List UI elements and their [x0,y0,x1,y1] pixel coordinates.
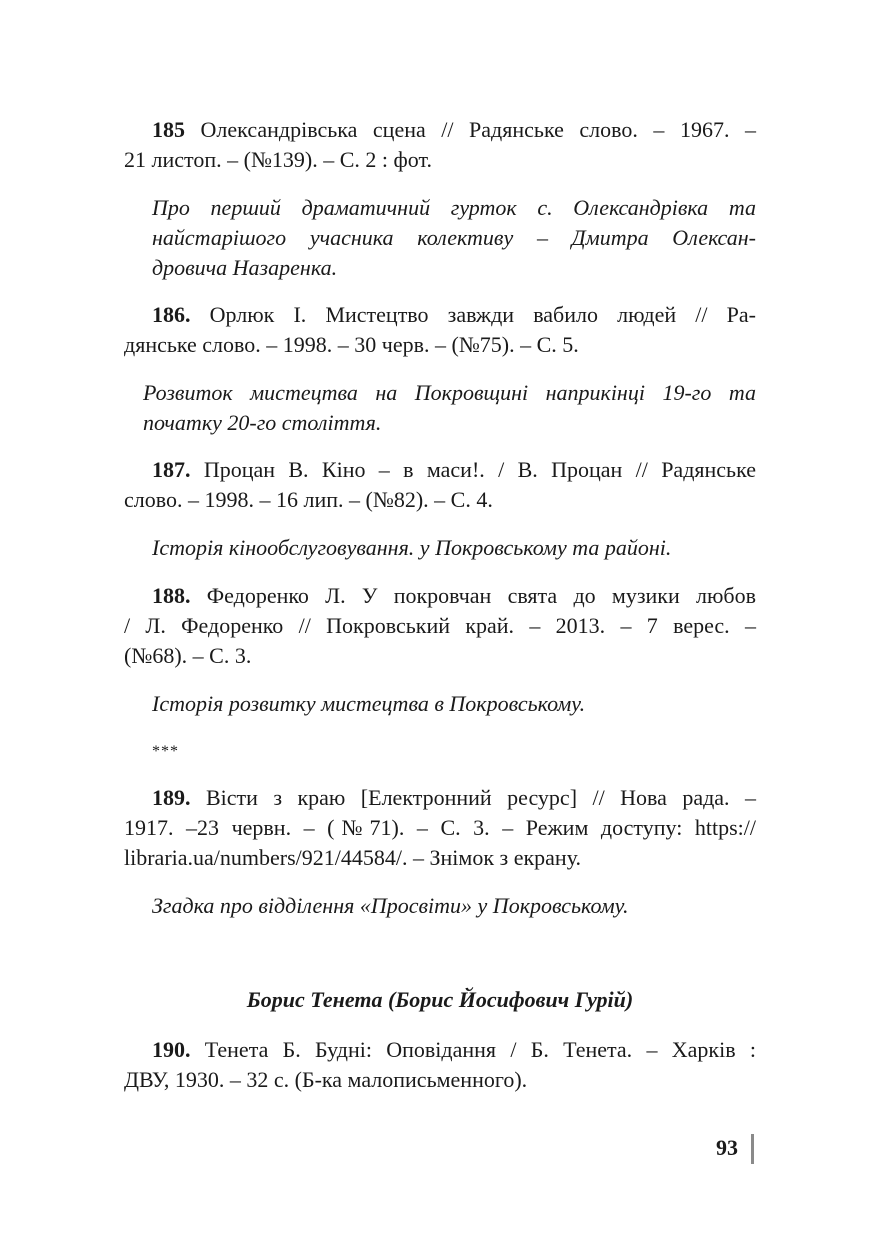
entry-text: Орлюк І. Мистецтво завжди вабило людей // Ра- [209,302,756,327]
entry-text: Тенета Б. Будні: Оповідання / Б. Тенета. – Харків : [204,1037,757,1062]
entry-text: Олександрівська сцена // Радянське слово. – 1967. – [200,117,756,142]
entry-186-annotation-line-1: Розвиток мистецтва на Покровщині наприкінці 19-го та [143,380,756,405]
entry-number: 186. [152,302,191,327]
entry-185-annotation-line-3: дровича Назаренка. [152,255,338,280]
entry-number: 190. [152,1037,191,1062]
entry-text: Вісти з краю [Електронний ресурс] // Нова рада. – [205,785,756,810]
entry-186-line-2: дянське слово. – 1998. – 30 черв. – (№75). – С. 5. [124,332,579,357]
entry-186-line-1 [152,299,756,330]
entry-186-annotation-line-2: початку 20-го століття. [143,410,382,435]
entry-number: 188. [152,583,191,608]
entry-185-annotation-line-1: Про перший драматичний гурток с. Олександрівка та [152,195,756,220]
entry-187-line-1 [152,454,756,485]
entry-188-line-3: (№68). – С. 3. [124,643,252,668]
entry-187-line-2: слово. – 1998. – 16 лип. – (№82). – С. 4. [124,487,493,512]
entry-188-annotation-line-1: Історія розвитку мистецтва в Покровському. [152,691,586,716]
section-heading: Борис Тенета (Борис Йосифович Гурій) [246,987,634,1012]
entry-number: 189. [152,785,191,810]
entry-190-line-2: ДВУ, 1930. – 32 с. (Б-ка малописьменного). [124,1067,528,1092]
entry-185-annotation-line-2: найстарішого учасника колективу – Дмитра Олексан- [152,225,756,250]
entry-190-line-1 [152,1034,756,1065]
entry-187-annotation-line-1: Історія кінообслуговування. у Покровському та районі. [152,535,672,560]
page-number-rule [751,1134,754,1164]
entry-185-line-2: 21 листоп. – (№139). – С. 2 : фот. [124,147,432,172]
entry-188-line-2: / Л. Федоренко // Покровський край. – 2013. – 7 верес. – [124,613,756,638]
entry-text: Процан В. Кіно – в маси!. / В. Процан // Радянське [203,457,756,482]
section-separator: *** [152,743,179,760]
entry-number: 185 [152,117,185,142]
page-number: 93 [716,1135,738,1160]
entry-185-line-1 [152,114,756,145]
entry-number: 187. [152,457,191,482]
entry-188-line-1 [152,580,756,611]
entry-189-line-2: 1917. –23 червн. – (№71). – С. 3. – Режим доступу: https:// [124,815,756,840]
entry-text: Федоренко Л. У покровчан свята до музики любов [206,583,757,608]
entry-189-line-1 [152,782,756,813]
entry-189-annotation-line-1: Згадка про відділення «Просвіти» у Покровському. [152,893,629,918]
entry-189-line-3: libraria.ua/numbers/921/44584/. – Знімок з екрану. [124,845,581,870]
